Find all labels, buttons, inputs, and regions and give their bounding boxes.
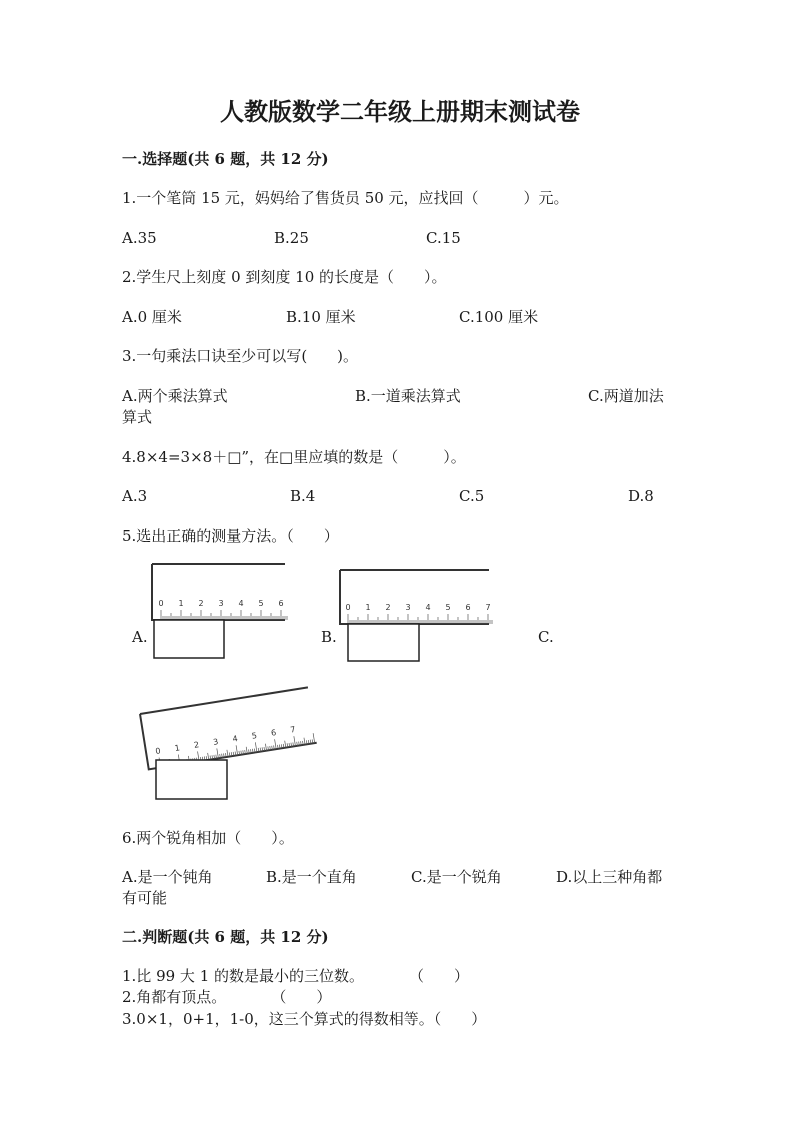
ruler-tick [217,748,219,758]
q6-option-d: D.以上三种角都 [556,868,663,886]
q5-option-b: B. [321,628,337,646]
ruler-figure-a [145,560,290,662]
q2-option-b: B.10 厘米 [286,308,356,326]
q5-option-a: A. [132,628,148,646]
ruler-tick [313,733,315,743]
ruler-tick-label: 2 [193,740,200,750]
ruler-tick-label: 6 [278,599,284,608]
question-4: 4.8×4=3×8＋□”，在□里应填的数是（ ）。 [122,448,466,466]
q2-option-a: A.0 厘米 [122,308,182,326]
ruler-tick-label: 7 [485,603,491,612]
q1-option-a: A.35 [122,229,157,247]
ruler-tick-label: 4 [425,603,431,612]
judgement-item-2: 2.角都有顶点。 （ ） [122,988,332,1006]
ruler-tick-label: 0 [154,746,162,756]
ruler-tick-label: 3 [405,603,411,612]
ruler-tick-label: 1 [174,743,181,753]
ruler-tick-label: 4 [238,599,244,608]
ruler-tick [246,747,247,754]
section-1-heading: 一.选择题(共 6 题，共 12 分) [122,150,329,168]
ruler-tick-label: 5 [445,603,451,612]
ruler-tick-label: 3 [212,737,220,747]
question-3: 3.一句乘法口诀至少可以写( )。 [122,347,359,365]
ruler-tick [255,742,257,752]
ruler-tick-label: 5 [258,599,264,608]
question-1: 1.一个笔筒 15 元，妈妈给了售货员 50 元，应找回（ ）元。 [122,189,569,207]
q3-option-c: C.两道加法 [588,387,664,405]
q6-option-a: A.是一个钝角 [122,868,213,886]
q6-option-b: B.是一个直角 [266,868,357,886]
ruler-tick-label: 3 [218,599,224,608]
q5-option-c: C. [538,628,554,646]
ruler-tick [285,741,286,748]
ruler-tick [294,736,296,746]
ruler-tick-label: 4 [231,734,239,744]
page-title: 人教版数学二年级上册期末测试卷 [220,97,580,126]
ruler-tick [208,753,209,760]
q6-option-c: C.是一个锐角 [411,868,502,886]
rectangle-object-b [348,624,419,661]
ruler-figure-c [134,684,314,804]
ruler-tick-label: 1 [178,599,184,608]
rectangle-object-c [156,760,227,799]
ruler-tick-label: 6 [270,727,277,738]
judgement-item-1: 1.比 99 大 1 的数是最小的三位数。 （ ） [122,967,470,985]
ruler-tick-label: 2 [198,599,204,608]
q6-option-d-wrap: 有可能 [122,889,168,907]
judgement-item-3: 3.0×1，0+1，1-0，这三个算式的得数相等。（ ） [122,1010,487,1028]
section-2-heading: 二.判断题(共 6 题，共 12 分) [122,928,329,946]
ruler-tick [265,744,266,751]
q4-option-a: A.3 [122,487,148,505]
ruler-tick [275,739,277,749]
q3-option-a: A.两个乘法算式 [122,387,228,405]
q1-option-c: C.15 [426,229,461,247]
ruler-tick-label: 0 [345,603,351,612]
ruler-tick [236,745,238,755]
ruler-tick-label: 6 [465,603,471,612]
q3-option-b: B.一道乘法算式 [355,387,461,405]
q4-option-b: B.4 [290,487,316,505]
q3-option-c-wrap: 算式 [122,408,153,426]
ruler-tick [304,738,305,745]
q4-option-d: D.8 [628,487,654,505]
ruler-figure-b [334,566,494,664]
q4-option-c: C.5 [459,487,485,505]
rectangle-object-a [154,620,224,658]
q1-option-b: B.25 [274,229,309,247]
question-2: 2.学生尺上刻度 0 到刻度 10 的长度是（ ）。 [122,268,447,286]
ruler-tick-label: 2 [385,603,391,612]
ruler-tick-label: 7 [289,724,297,735]
ruler-tick-label: 0 [158,599,164,608]
ruler-tick-label: 5 [251,731,258,741]
ruler-tick [227,750,228,757]
q2-option-c: C.100 厘米 [459,308,539,326]
question-5: 5.选出正确的测量方法。（ ） [122,527,339,545]
question-6: 6.两个锐角相加（ ）。 [122,829,294,847]
ruler-tick-label: 1 [365,603,371,612]
